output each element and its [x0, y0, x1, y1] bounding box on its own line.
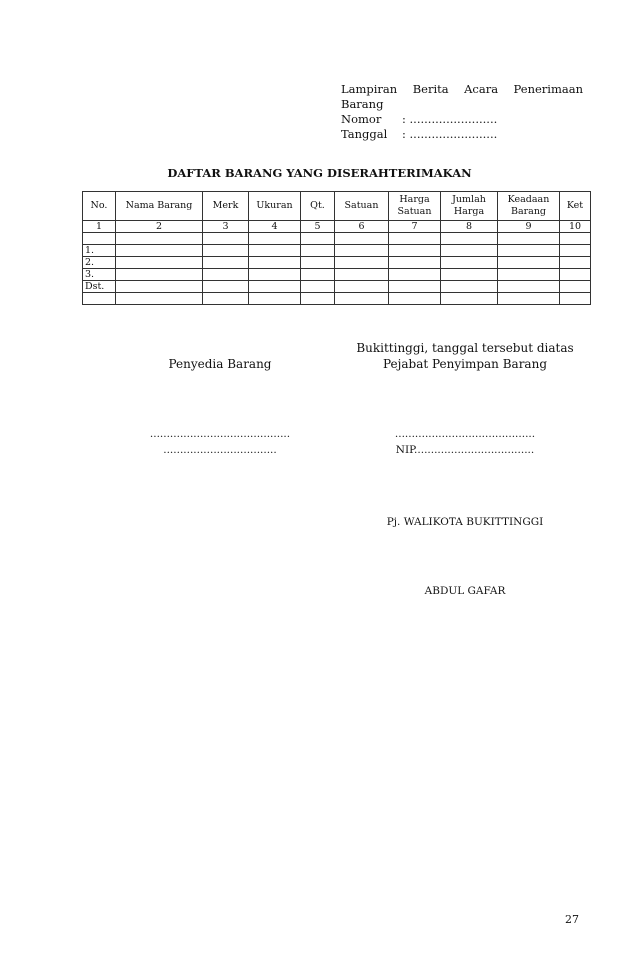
header-ket: Ket	[560, 192, 591, 221]
attachment-line-2: Barang	[341, 97, 384, 111]
header-qt: Qt.	[301, 192, 335, 221]
row-number: 3.	[83, 269, 116, 281]
tanggal-row	[341, 127, 583, 142]
header-ukuran: Ukuran	[249, 192, 301, 221]
attachment-header	[341, 82, 583, 142]
page-number: 27	[565, 913, 579, 926]
column-number: 10	[560, 221, 591, 233]
attachment-word: Lampiran	[341, 82, 398, 96]
right-signatory-title: Pejabat Penyimpan Barang	[383, 357, 547, 371]
column-number-row	[83, 221, 591, 233]
table-row	[83, 245, 591, 257]
attachment-word: Penerimaan	[513, 82, 583, 96]
header-keadaan-barang: Keadaan Barang	[498, 192, 560, 221]
column-number: 6	[335, 221, 389, 233]
document-title: DAFTAR BARANG YANG DISERAHTERIMAKAN	[167, 166, 472, 180]
tanggal-label: Tanggal	[341, 127, 388, 141]
row-number: 2.	[83, 257, 116, 269]
left-signature-line: ..........................................	[149, 428, 291, 440]
column-number: 9	[498, 221, 560, 233]
column-number: 1	[83, 221, 116, 233]
right-nip-line: NIP....................................	[395, 444, 535, 456]
table-row	[83, 269, 591, 281]
table-row	[83, 257, 591, 269]
column-number: 7	[389, 221, 441, 233]
row-number: Dst.	[83, 281, 116, 293]
table-row	[83, 281, 591, 293]
place-date: Bukittinggi, tanggal tersebut diatas	[356, 341, 574, 355]
approver-title: Pj. WALIKOTA BUKITTINGGI	[386, 516, 544, 528]
left-name-line: ..................................	[163, 444, 277, 456]
approver-name: ABDUL GAFAR	[424, 585, 506, 597]
header-harga-satuan: Harga Satuan	[389, 192, 441, 221]
table-row	[83, 233, 591, 245]
left-signatory-title: Penyedia Barang	[168, 357, 272, 371]
header-satuan: Satuan	[335, 192, 389, 221]
column-number: 2	[116, 221, 203, 233]
tanggal-value: : ........................	[402, 127, 498, 141]
header-jumlah-harga: Jumlah Harga	[441, 192, 498, 221]
goods-table	[82, 191, 591, 305]
header-nama-barang: Nama Barang	[116, 192, 203, 221]
header-merk: Merk	[203, 192, 249, 221]
row-number	[83, 233, 116, 245]
attachment-line-1	[341, 82, 583, 97]
row-number	[83, 293, 116, 305]
attachment-word: Acara	[464, 82, 499, 96]
right-signature-line: ..........................................	[394, 428, 536, 440]
nomor-value: : ........................	[402, 112, 498, 126]
header-no: No.	[83, 192, 116, 221]
nomor-row	[341, 112, 583, 127]
table-header-row	[83, 192, 591, 221]
nomor-label: Nomor	[341, 112, 382, 126]
column-number: 5	[301, 221, 335, 233]
column-number: 8	[441, 221, 498, 233]
table-row	[83, 293, 591, 305]
row-number: 1.	[83, 245, 116, 257]
attachment-word: Berita	[412, 82, 449, 96]
column-number: 3	[203, 221, 249, 233]
column-number: 4	[249, 221, 301, 233]
